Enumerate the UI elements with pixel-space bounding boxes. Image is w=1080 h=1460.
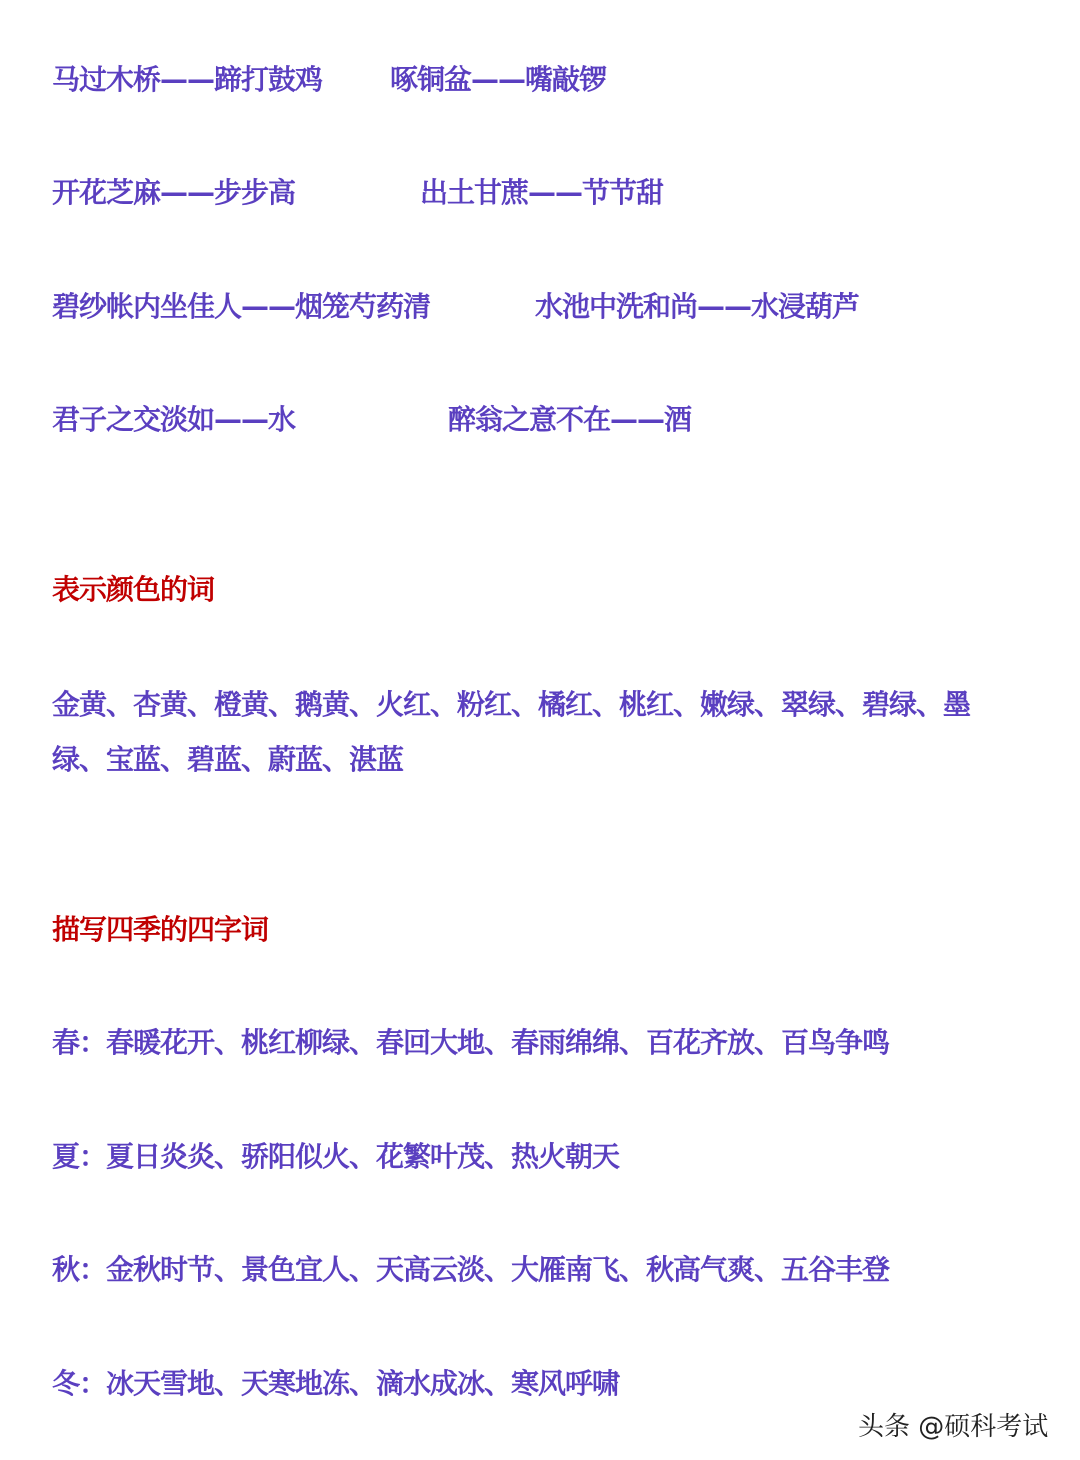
colors-line-2: 绿、宝蓝、碧蓝、蔚蓝、湛蓝 (52, 743, 404, 776)
idiom-3-right: 水池中洗和尚——水浸葫芦 (535, 290, 860, 323)
idiom-1-left: 马过木桥——蹄打鼓鸡 (52, 63, 323, 96)
watermark: 头条 @硕科考试 (858, 1412, 1049, 1442)
spring-line: 春：春暖花开、桃红柳绿、春回大地、春雨绵绵、百花齐放、百鸟争鸣 (52, 1026, 890, 1059)
winter-line: 冬：冰天雪地、天寒地冻、滴水成冰、寒风呼啸 (52, 1367, 620, 1400)
idiom-1-right: 啄铜盆——嘴敲锣 (390, 63, 607, 96)
colors-heading: 表示颜色的词 (52, 573, 215, 606)
colors-line-1: 金黄、杏黄、橙黄、鹅黄、火红、粉红、橘红、桃红、嫩绿、翠绿、碧绿、墨 (52, 688, 971, 721)
idiom-2-right: 出土甘蔗——节节甜 (420, 176, 664, 209)
seasons-heading: 描写四季的四字词 (52, 913, 269, 946)
idiom-4-right: 醉翁之意不在——酒 (448, 403, 692, 436)
idiom-2-left: 开花芝麻——步步高 (52, 176, 296, 209)
summer-line: 夏：夏日炎炎、骄阳似火、花繁叶茂、热火朝天 (52, 1140, 620, 1173)
idiom-3-left: 碧纱帐内坐佳人——烟笼芍药清 (52, 290, 431, 323)
autumn-line: 秋：金秋时节、景色宜人、天高云淡、大雁南飞、秋高气爽、五谷丰登 (52, 1253, 890, 1286)
idiom-4-left: 君子之交淡如——水 (52, 403, 296, 436)
